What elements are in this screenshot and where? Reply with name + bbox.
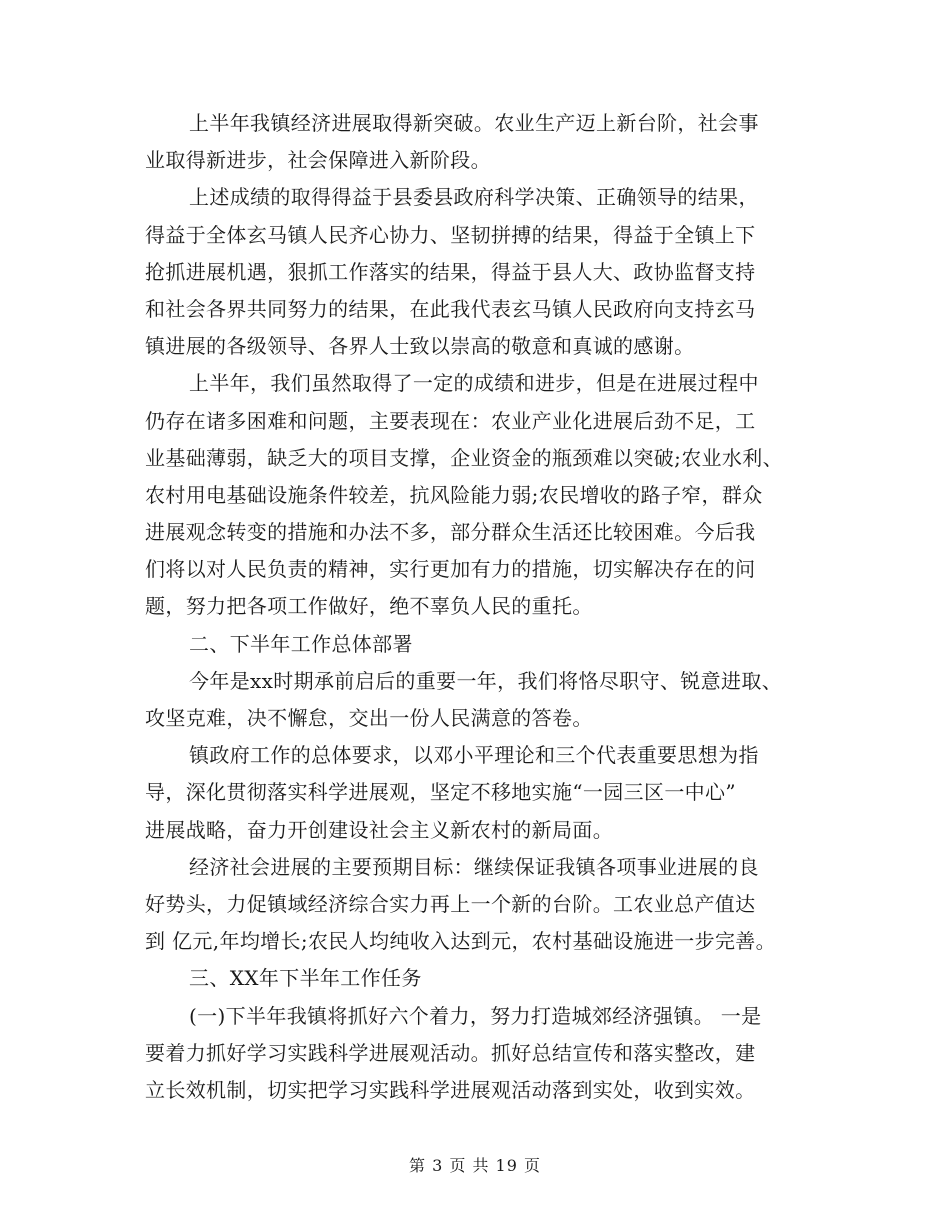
text-line: 今年是xx时期承前启后的重要一年，我们将恪尽职守、锐意进取、 bbox=[189, 668, 783, 693]
text-line: 镇进展的各级领导、各界人士致以崇高的敬意和真诚的感谢。 bbox=[145, 334, 695, 359]
text-line: 们将以对人民负责的精神，实行更加有力的措施，切实解决存在的问 bbox=[145, 557, 756, 582]
page-number-footer: 第 3 页 共 19 页 bbox=[409, 1156, 541, 1175]
text-line: 导，深化贯彻落实科学进展观，坚定不移地实施“一园三区一中心” bbox=[145, 780, 736, 805]
text-line: 三、XX年下半年工作任务 bbox=[189, 966, 422, 991]
text-line: 立长效机制，切实把学习实践科学进展观活动落到实处，收到实效。 bbox=[145, 1077, 756, 1102]
text-line: 题，努力把各项工作做好，绝不辜负人民的重托。 bbox=[145, 594, 593, 619]
text-line: 和社会各界共同努力的结果，在此我代表玄马镇人民政府向支持玄马 bbox=[145, 296, 756, 321]
text-line: 仍存在诸多困难和问题，主要表现在：农业产业化进展后劲不足，工 bbox=[145, 408, 756, 433]
text-line: 好势头，力促镇域经济综合实力再上一个新的台阶。工农业总产值达 bbox=[145, 891, 756, 916]
text-line: 要着力抓好学习实践科学进展观活动。抓好总结宣传和落实整改，建 bbox=[145, 1040, 756, 1065]
text-line: (一)下半年我镇将抓好六个着力，努力打造城郊经济强镇。 一是 bbox=[189, 1003, 762, 1028]
text-line: 上半年，我们虽然取得了一定的成绩和进步，但是在进展过程中 bbox=[189, 371, 759, 396]
text-line: 到 亿元,年均增长;农民人均纯收入达到元，农村基础设施进一步完善。 bbox=[145, 929, 777, 954]
text-line: 抢抓进展机遇，狠抓工作落实的结果，得益于县人大、政协监督支持 bbox=[145, 259, 756, 284]
text-line: 镇政府工作的总体要求，以邓小平理论和三个代表重要思想为指 bbox=[189, 743, 759, 768]
text-line: 攻坚克难，决不懈怠，交出一份人民满意的答卷。 bbox=[145, 706, 593, 730]
text-line: 进展观念转变的措施和办法不多，部分群众生活还比较困难。今后我 bbox=[145, 520, 756, 545]
text-line: 上述成绩的取得得益于县委县政府科学决策、正确领导的结果， bbox=[189, 185, 759, 210]
document-body bbox=[145, 105, 825, 1109]
text-line: 得益于全体玄马镇人民齐心协力、坚韧拼搏的结果，得益于全镇上下 bbox=[145, 222, 756, 247]
text-line: 业取得新进步，社会保障进入新阶段。 bbox=[145, 148, 491, 173]
text-line: 上半年我镇经济进展取得新突破。农业生产迈上新台阶，社会事 bbox=[189, 111, 759, 135]
text-line: 业基础薄弱，缺乏大的项目支撑，企业资金的瓶颈难以突破;农业水利、 bbox=[145, 445, 783, 470]
text-line: 农村用电基础设施条件较差，抗风险能力弱;农民增收的路子窄，群众 bbox=[145, 482, 763, 507]
text-line: 进展战略，奋力开创建设社会主义新农村的新局面。 bbox=[145, 817, 614, 842]
text-line: 经济社会进展的主要预期目标：继续保证我镇各项事业进展的良 bbox=[189, 854, 759, 879]
text-line: 二、下半年工作总体部署 bbox=[189, 631, 413, 656]
